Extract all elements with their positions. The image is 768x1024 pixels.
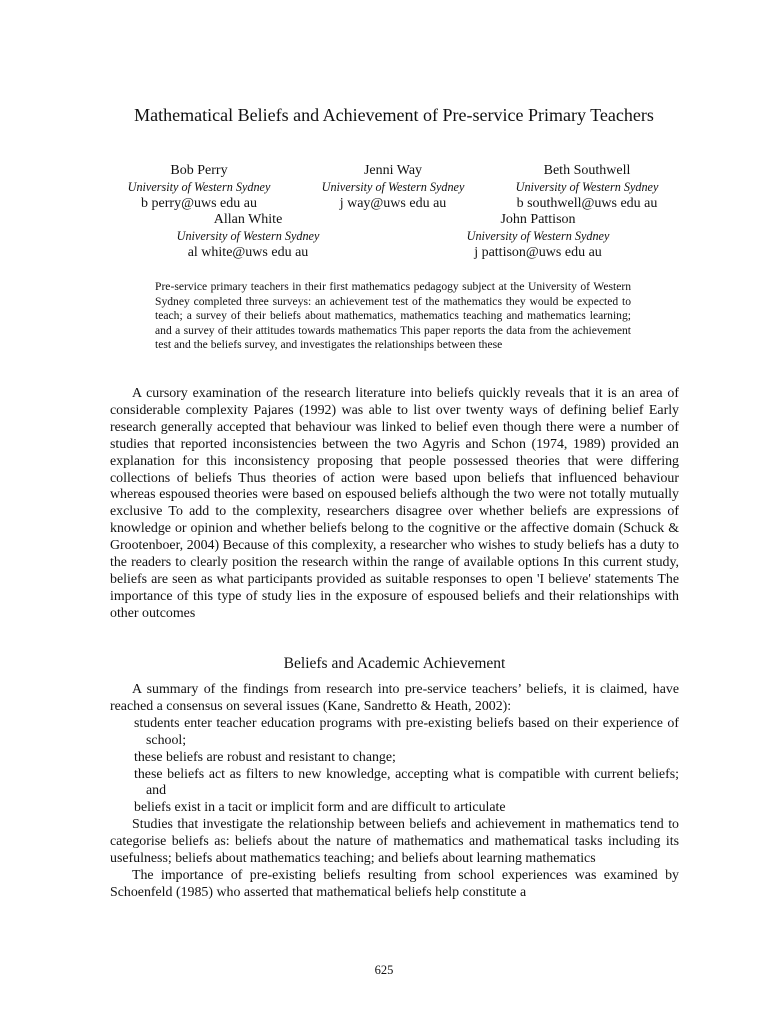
abstract: Pre-service primary teachers in their first mathematics pedagogy subject at the University of Western Sydney completed three surveys: an achievement test of the mathematics they would be expected to teach; a survey of their beliefs about mathematics, mathematics teaching and mathematics learning; and a survey of their attitudes towards mathematics This paper reports the data from the achievement test and the beliefs survey, and investigates the relationships between these bbox=[155, 280, 631, 352]
author-name: Jenni Way bbox=[363, 163, 423, 178]
author-name: John Pattison bbox=[500, 212, 576, 227]
author-affiliation: University of Western Sydney bbox=[127, 180, 271, 194]
author-block bbox=[438, 211, 638, 261]
author-block bbox=[293, 162, 493, 212]
author-name: Allan White bbox=[213, 212, 283, 227]
page-number: 625 bbox=[374, 963, 394, 977]
author-email: b perry@uws edu au bbox=[141, 196, 257, 211]
list-item: beliefs exist in a tacit or implicit form and are difficult to articulate bbox=[134, 800, 506, 816]
author-affiliation: University of Western Sydney bbox=[466, 229, 610, 243]
studies-paragraph: Studies that investigate the relationship between beliefs and achievement in mathematics tend to categorise beliefs as: beliefs about the nature of mathematics and mathematical tasks including its usefulness; beliefs about mathematics teaching; and beliefs about learning mathematics bbox=[110, 817, 679, 867]
author-email: j way@uws edu au bbox=[339, 196, 447, 211]
schoenfeld-paragraph: The importance of pre-existing beliefs resulting from school experiences was examined by Schoenfeld (1985) who asserted that mathematical beliefs help constitute a bbox=[110, 867, 679, 900]
author-affiliation: University of Western Sydney bbox=[176, 229, 320, 243]
section-intro-paragraph: A summary of the findings from research into pre-service teachers’ beliefs, it is claimed, have reached a consensus on several issues (Kane, Sandretto & Heath, 2002): bbox=[110, 682, 679, 714]
findings-list bbox=[110, 716, 679, 817]
author-block bbox=[99, 162, 299, 212]
author-email: j pattison@uws edu au bbox=[474, 245, 602, 260]
section-heading: Beliefs and Academic Achievement bbox=[283, 655, 506, 672]
list-item: these beliefs act as filters to new knowledge, accepting what is compatible with current beliefs; and bbox=[134, 766, 679, 799]
section-body bbox=[110, 682, 679, 902]
author-email: b southwell@uws edu au bbox=[516, 196, 658, 211]
author-name: Beth Southwell bbox=[543, 163, 631, 178]
paper-title: Mathematical Beliefs and Achievement of Pre-service Primary Teachers bbox=[134, 105, 654, 125]
author-affiliation: University of Western Sydney bbox=[321, 180, 465, 194]
intro-section bbox=[110, 386, 679, 623]
author-affiliation: University of Western Sydney bbox=[515, 180, 659, 194]
author-name: Bob Perry bbox=[170, 163, 228, 178]
author-block bbox=[148, 211, 348, 261]
list-item: these beliefs are robust and resistant to change; bbox=[134, 749, 396, 765]
author-email: al white@uws edu au bbox=[187, 245, 309, 260]
list-item: students enter teacher education programs with pre-existing beliefs based on their experience of school; bbox=[134, 715, 679, 748]
intro-paragraph: A cursory examination of the research literature into beliefs quickly reveals that it is an area of considerable complexity Pajares (1992) was able to list over twenty ways of defining belief Early research generally accepted that behaviour was linked to belief even though there were a number of studies that reported inconsistencies between the two Agyris and Schon (1974, 1989) provided an explanation for this inconsistency proposing that people possessed theories that were differing collections of beliefs Thus theories of action were based upon beliefs that influenced behaviour whereas espoused theories were based on espoused beliefs although the two were not totally mutually exclusive To add to the complexity, researchers disagree over whether beliefs are expressions of knowledge or opinion and whether beliefs belong to the cognitive or the affective domain (Schuck & Grootenboer, 2004) Because of this complexity, a researcher who wishes to study beliefs has a duty to the readers to clearly position the research within the range of available options In this current study, beliefs are seen as what participants provided as suitable responses to open 'I believe' statements The importance of this type of study lies in the exposure of espoused beliefs and their relationships with other outcomes bbox=[110, 386, 679, 621]
author-block bbox=[487, 162, 687, 212]
